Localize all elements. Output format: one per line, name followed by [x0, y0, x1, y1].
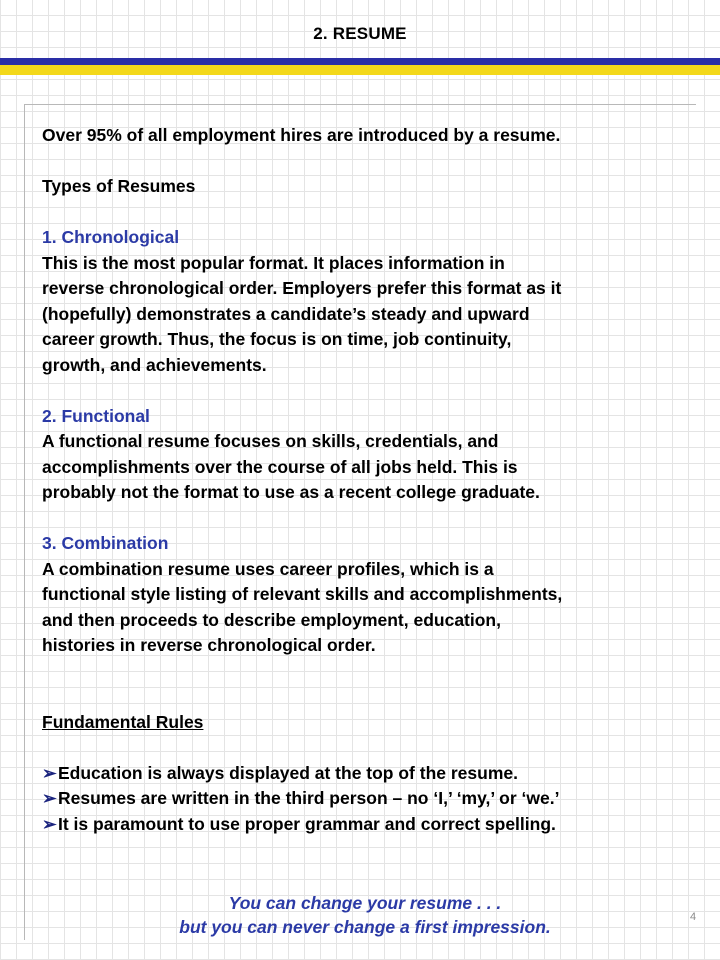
type-line: A combination resume uses career profiles, which is a [42, 558, 494, 579]
rule-item [42, 812, 692, 838]
type-line: functional style listing of relevant skills and accomplishments, [42, 584, 563, 604]
type-line: histories in reverse chronological order. [42, 635, 376, 655]
rule-item [42, 786, 692, 812]
content-body [42, 123, 692, 837]
page-number: 4 [690, 911, 697, 923]
quote-line: You can change your resume . . . [228, 893, 502, 913]
type-line: and then proceeds to describe employment, education, [42, 609, 501, 630]
types-heading: Types of Resumes [42, 176, 196, 196]
closing-quote [0, 891, 720, 939]
rule-text: Resumes are written in the third person – no ‘I,’ ‘my,’ or ‘we.’ [58, 788, 560, 808]
intro-text: Over 95% of all employment hires are introduced by a resume. [42, 125, 561, 145]
type-heading-chronological: 1. Chronological [42, 227, 180, 247]
type-line: reverse chronological order. Employers prefer this format as it [42, 278, 562, 298]
frame-rule-left [24, 104, 25, 940]
type-heading-functional: 2. Functional [42, 405, 150, 426]
rule-text: It is paramount to use proper grammar and correct spelling. [58, 813, 556, 834]
rule-text: Education is always displayed at the top of the resume. [58, 762, 518, 783]
type-line: career growth. Thus, the focus is on time, job continuity, [42, 329, 512, 349]
type-heading-combination: 3. Combination [42, 533, 169, 553]
type-line: A functional resume focuses on skills, credentials, and [42, 431, 499, 451]
type-line: probably not the format to use as a recent college graduate. [42, 482, 540, 502]
header-band-yellow [0, 65, 720, 75]
arrow-bullet-icon: ➢ [42, 762, 57, 783]
type-line: (hopefully) demonstrates a candidate’s steady and upward [42, 303, 530, 324]
rules-heading: Fundamental Rules [42, 711, 204, 732]
type-line: accomplishments over the course of all jobs held. This is [42, 456, 518, 477]
type-line: This is the most popular format. It places information in [42, 252, 505, 273]
page-title: 2. RESUME [313, 24, 407, 43]
frame-rule-top [24, 104, 696, 105]
quote-line: but you can never change a first impression. [179, 917, 551, 937]
header-band-blue [0, 58, 720, 65]
arrow-bullet-icon: ➢ [42, 813, 57, 834]
arrow-bullet-icon: ➢ [42, 788, 57, 808]
rule-item [42, 761, 692, 787]
type-line: growth, and achievements. [42, 354, 267, 375]
